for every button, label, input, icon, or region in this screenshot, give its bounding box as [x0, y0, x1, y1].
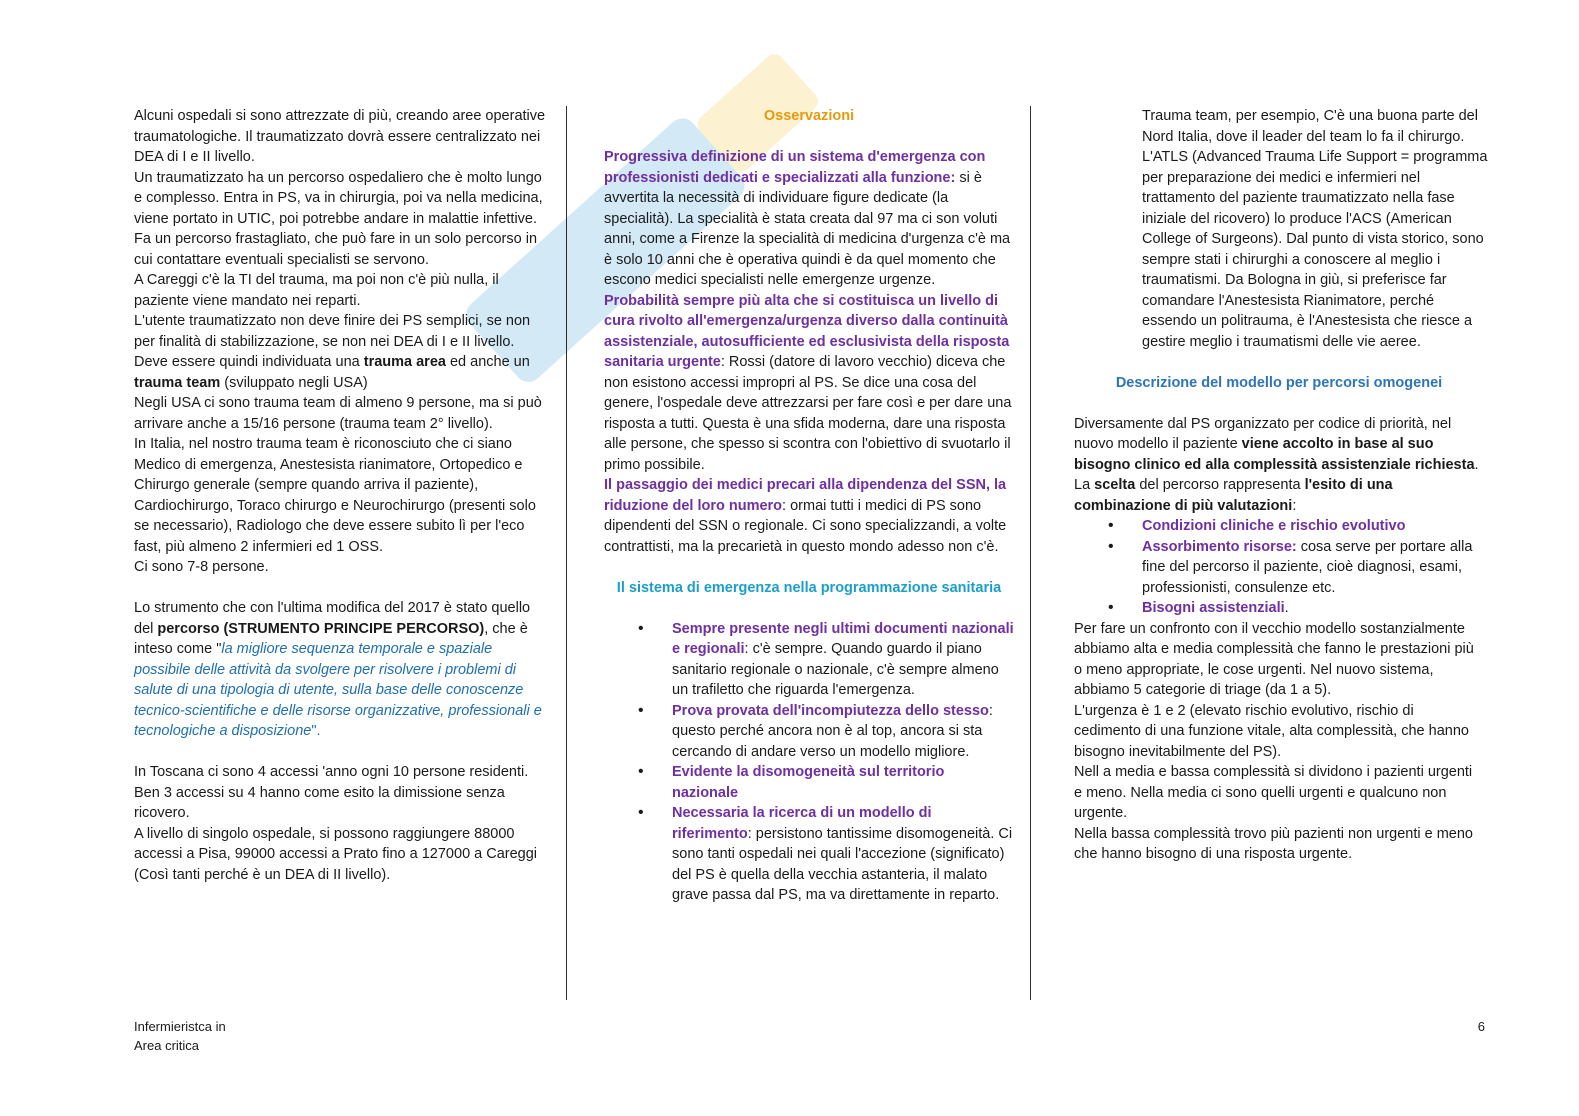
paragraph: In Italia, nel nostro trauma team è riconosciuto che ci siano Medico di emergenza, Anestesista rianimatore, Ortopedico e Chirurgo generale (sempre quando arriva il paziente), Cardiochirurgo, Toraco chirurgo e Neurochirurgo (presenti solo se necessario), Radiologo che deve essere subito lì per l'eco fast, più almeno 2 infermieri ed 1 OSS.: [134, 436, 536, 555]
paragraph: Nell a media e bassa complessità si dividono i pazienti urgenti e meno. Nella media ci sono quelli urgenti e qualcuno non urgente.: [1074, 764, 1473, 821]
text: : persistono tantissime disomogeneità. Ci sono tanti ospedali nei quali l'accezione (significato) del PS è quella della vecchia astanteria, il malato grave passa dal PS, ma va direttamente in reparto.: [672, 825, 1013, 903]
paragraph: [604, 291, 1014, 476]
paragraph: [134, 311, 546, 393]
paragraph: [604, 147, 1014, 291]
list-item: [638, 619, 1014, 701]
bullet-heading: Evidente la disomogeneità sul territorio nazionale: [672, 764, 945, 801]
paragraph: L'urgenza è 1 e 2 (elevato rischio evolutivo, rischio di cedimento di una funzione vitale, alta complessità, che hanno bisogno inevitabilmente del PS).: [1074, 702, 1469, 760]
list-item: [1108, 598, 1484, 619]
emphasis: viene accolto in base al suo bisogno clinico ed alla complessità assistenziale richiesta: [1074, 436, 1475, 473]
paragraph: Un traumatizzato ha un percorso ospedaliero che è molto lungo e complesso. Entra in PS, va in chirurgia, poi va nella medicina, viene portato in UTIC, poi potrebbe andare in malattie infettive.: [134, 169, 543, 227]
footer-line-1: Infermieristca in: [134, 1019, 226, 1034]
paragraph: Ben 3 accessi su 4 hanno come esito la dimissione senza ricovero.: [134, 784, 505, 821]
column-left: [134, 106, 546, 885]
list-item: [1108, 537, 1484, 599]
term-trauma-area: trauma area: [363, 354, 446, 370]
bullet-list: [604, 619, 1014, 906]
highlight-heading: Probabilità sempre più alta che si costituisca un livello di cura rivolto all'emergenza/urgenza diverso dalla continuità assistenziale, autosufficiente ed esclusivista della risposta sanitaria urgente: [604, 292, 1010, 370]
paragraph: Negli USA ci sono trauma team di almeno 9 persone, ma si può arrivare anche a 15/16 persone (trauma team 2° livello).: [134, 395, 542, 432]
column-divider-1: [566, 106, 567, 1000]
paragraph: [134, 598, 546, 742]
paragraph: Nella bassa complessità trovo più pazienti non urgenti e meno che hanno bisogno di una risposta urgente.: [1074, 825, 1473, 862]
text: Lo strumento che con l'ultima modifica del 2017 è stato quello del: [134, 600, 531, 637]
bullet-heading: Condizioni cliniche e rischio evolutivo: [1142, 518, 1406, 534]
definition-quote: la migliore sequenza temporale e spaziale possibile delle attività da svolgere per risolvere i problemi di salute di una tipologia di utente, sulla base delle conoscenze tecnico-scientifiche e delle risorse organizzative, professionali e tecnologiche a disposizione: [134, 641, 542, 739]
section-title-programmazione: Il sistema di emergenza nella programmazione sanitaria: [616, 579, 1002, 596]
highlight-heading: Il passaggio dei medici precari alla dipendenza del SSN, la riduzione del loro numero: [604, 477, 1007, 514]
text: . La: [1074, 456, 1479, 493]
paragraph: Fa un percorso frastagliato, che può fare in un solo percorso in cui contattare eventuali specialisti se servono.: [134, 231, 538, 268]
paragraph: A livello di singolo ospedale, si possono raggiungere 88000 accessi a Pisa, 99000 accessi a Prato fino a 127000 a Careggi (Così tanti perché è un DEA di II livello).: [134, 825, 538, 883]
bullet-heading: Assorbimento risorse:: [1142, 538, 1297, 555]
emphasis: scelta: [1094, 477, 1136, 493]
text: : Rossi (datore di lavoro vecchio) diceva che non esistono accessi impropri al PS. Se dice una cosa del genere, l'ospedale deve attrezzarsi per fare così e per dare una risposta a tutti. Questa è una sfida moderna, dare una risposta alle persone, che spesso si scontra con l'obiettivo di svuotarlo il primo possibile.: [604, 354, 1012, 473]
footer-course-title: [134, 1017, 226, 1055]
page-number: 6: [1477, 1019, 1485, 1034]
emphasis: l'esito di una combinazione di più valutazioni: [1074, 477, 1393, 514]
paragraph: Ci sono 7-8 persone.: [134, 559, 269, 575]
highlight-heading: Progressiva definizione di un sistema d'emergenza con professionisti dedicati e specializzati alla funzione:: [604, 149, 986, 186]
footer-line-2: Area critica: [134, 1038, 200, 1053]
bullet-list: [1074, 516, 1484, 619]
section-title-osservazioni: Osservazioni: [763, 108, 855, 124]
text: cosa serve per portare alla fine del percorso il paziente, cioè diagnosi, esami, professionisti, consulenze etc.: [1142, 538, 1473, 596]
bullet-heading: Prova provata dell'incompiutezza dello stesso: [672, 702, 989, 719]
text: : questo perché ancora non è al top, ancora si sta cercando di andare verso un modello migliore.: [672, 702, 993, 760]
paragraph: In Toscana ci sono 4 accessi 'anno ogni 10 persone residenti.: [134, 764, 529, 780]
text: si è avvertita la necessità di individuare figure dedicate (la specialità). La specialità è stata creata dal 97 ma ci son voluti anni, come a Firenze la specialità di medicina d'urgenza c'è ma è solo 10 anni che è operativa quindi è da quel momento che escono medici specialisti nelle emergenze urgenze.: [604, 169, 1011, 288]
list-item: [638, 701, 1014, 763]
column-right: [1074, 106, 1488, 865]
text: (sviluppato negli USA): [220, 374, 368, 391]
text: :: [1292, 497, 1297, 514]
list-item: [638, 803, 1014, 906]
term-percorso: percorso (STRUMENTO PRINCIPE PERCORSO): [157, 620, 485, 637]
paragraph: Per fare un confronto con il vecchio modello sostanzialmente abbiamo alta e media complessità che fanno le prestazioni più o meno appropriate, le cose urgenti. Nel nuovo sistema, abbiamo 5 categorie di triage (da 1 a 5).: [1074, 620, 1474, 698]
paragraph: [604, 475, 1014, 557]
text: : c'è sempre. Quando guardo il piano sanitario regionale o nazionale, c'è sempre almeno un trafiletto che riguarda l'emergenza.: [672, 641, 999, 698]
bullet-heading: Sempre presente negli ultimi documenti nazionali e regionali: [672, 620, 1014, 657]
term-trauma-team: trauma team: [134, 374, 221, 391]
bullet-heading: Bisogni assistenziali: [1142, 600, 1285, 616]
list-item: [1108, 516, 1484, 537]
list-item: [638, 762, 1014, 803]
paragraph: [1074, 414, 1484, 517]
paragraph-continuation: Trauma team, per esempio, C'è una buona parte del Nord Italia, dove il leader del team lo fa il chirurgo. L'ATLS (Advanced Trauma Life Support = programma per preparazione dei medici e infermieri nel trattamento del paziente traumatizzato nella fase iniziale del ricovero) lo produce l'ACS (American College of Surgeons). Dal punto di vista storico, sono sempre stati i chirurghi a conoscere al meglio i traumatismi. Da Bologna in giù, si preferisce far comandare l'Anestesista Rianimatore, perché essendo un politrauma, è l'Anestesista che riesce a gestire meglio i traumatismi delle vie aeree.: [1142, 108, 1488, 350]
text: del percorso rappresenta: [1135, 477, 1305, 493]
text: .: [1284, 600, 1289, 616]
column-divider-2: [1030, 106, 1031, 1000]
text: ".: [311, 723, 321, 739]
section-title-modello: Descrizione del modello per percorsi omogenei: [1115, 374, 1443, 391]
text: : ormai tutti i medici di PS sono dipendenti del SSN o regionale. Ci sono specializzandi, a volte contrattisti, ma la precarietà in questo mondo adesso non c'è.: [604, 497, 1007, 555]
paragraph: A Careggi c'è la TI del trauma, ma poi non c'è più nulla, il paziente viene mandato nei reparti.: [134, 272, 499, 309]
column-middle: [604, 106, 1014, 906]
text: , che è inteso come ": [134, 620, 528, 657]
text: Diversamente dal PS organizzato per codice di priorità, nel nuovo modello il paziente: [1074, 415, 1452, 452]
text: ed anche un: [445, 354, 530, 370]
bullet-heading: Necessaria la ricerca di un modello di riferimento: [672, 805, 932, 842]
text: L'utente traumatizzato non deve finire dei PS semplici, se non per finalità di stabilizzazione, se non nei DEA di I e II livello. Deve essere quindi individuata una: [134, 313, 531, 370]
paragraph: Alcuni ospedali si sono attrezzate di più, creando aree operative traumatologiche. Il traumatizzato dovrà essere centralizzato nei DEA di I e II livello.: [134, 108, 546, 165]
